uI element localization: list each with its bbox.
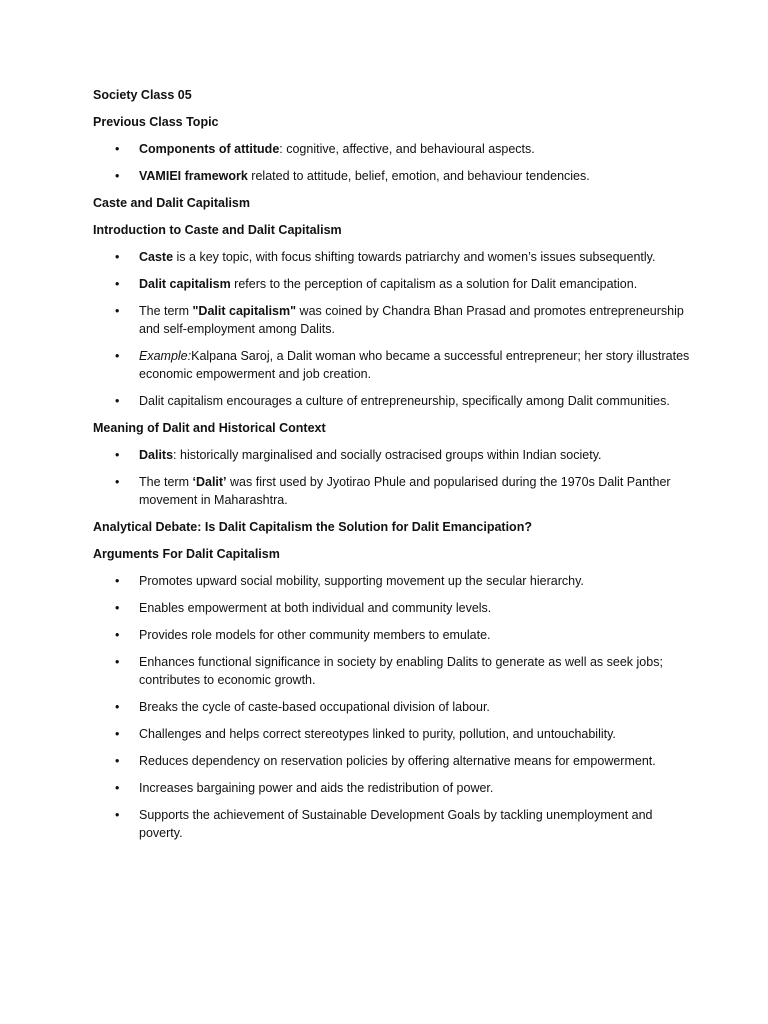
list-item-rest-text: Breaks the cycle of caste-based occupational division of labour. xyxy=(139,700,490,714)
list-item xyxy=(93,473,693,509)
list-item-bold-text: VAMIEI framework xyxy=(139,169,248,183)
bullet-icon: • xyxy=(115,727,120,741)
list-item xyxy=(93,626,693,644)
list-item-rest-text: Enhances functional significance in society by enabling Dalits to generate as well as seek jobs; contributes to economic growth. xyxy=(139,655,663,687)
list-item xyxy=(93,752,693,770)
list-item xyxy=(93,347,693,383)
list-item-rest-text: Supports the achievement of Sustainable Development Goals by tackling unemployment and poverty. xyxy=(139,808,653,840)
list-item xyxy=(93,392,693,410)
bullet-icon: • xyxy=(115,475,120,489)
list-item-rest-text: Challenges and helps correct stereotypes linked to purity, pollution, and untouchability. xyxy=(139,727,616,741)
debate-heading: Analytical Debate: Is Dalit Capitalism the Solution for Dalit Emancipation? xyxy=(93,520,532,534)
list-item-bold-text: Caste xyxy=(139,250,174,264)
meaning-heading: Meaning of Dalit and Historical Context xyxy=(93,421,326,435)
bullet-icon: • xyxy=(115,394,120,408)
list-item-rest-text: related to attitude, belief, emotion, and behaviour tendencies. xyxy=(247,169,590,183)
bullet-icon: • xyxy=(115,304,120,318)
bullet-icon: • xyxy=(115,655,120,669)
list-item-bold-text: Components of attitude xyxy=(139,142,280,156)
bullet-icon: • xyxy=(115,808,120,822)
list-item xyxy=(93,446,693,464)
list-item-rest-text: Reduces dependency on reservation policies by offering alternative means for empowerment. xyxy=(139,754,656,768)
list-item-rest-text: Dalit capitalism encourages a culture of entrepreneurship, specifically among Dalit communities. xyxy=(139,394,670,408)
bullet-icon: • xyxy=(115,781,120,795)
list-item-bold-text: Dalits xyxy=(139,448,174,462)
list-item-rest-text: Enables empowerment at both individual and community levels. xyxy=(139,601,492,615)
list-item-bold-text: ‘Dalit’ xyxy=(192,475,227,489)
list-item-bold-text: "Dalit capitalism" xyxy=(192,304,297,318)
bullet-icon: • xyxy=(115,754,120,768)
list-item xyxy=(93,140,693,158)
list-item xyxy=(93,599,693,617)
arguments-heading: Arguments For Dalit Capitalism xyxy=(93,547,280,561)
list-item-pre-text: The term xyxy=(139,475,193,489)
section-title: Caste and Dalit Capitalism xyxy=(93,196,250,210)
document-page xyxy=(93,86,693,851)
list-item xyxy=(93,302,693,338)
list-item-rest-text: Increases bargaining power and aids the redistribution of power. xyxy=(139,781,494,795)
list-item-rest-text: was first used by Jyotirao Phule and popularised during the 1970s Dalit Panther movement in Maharashtra. xyxy=(139,475,671,507)
bullet-icon: • xyxy=(115,448,120,462)
list-item-pre-text: The term xyxy=(139,304,193,318)
bullet-icon: • xyxy=(115,169,120,183)
list-item xyxy=(93,779,693,797)
list-item xyxy=(93,698,693,716)
list-item-rest-text: Promotes upward social mobility, supporting movement up the secular hierarchy. xyxy=(139,574,584,588)
bullet-icon: • xyxy=(115,250,120,264)
previous-topic-heading: Previous Class Topic xyxy=(93,115,219,129)
list-item-rest-text: was coined by Chandra Bhan Prasad and promotes entrepreneurship and self-employment among Dalits. xyxy=(139,304,684,336)
list-item xyxy=(93,725,693,743)
list-item xyxy=(93,275,693,293)
intro-heading: Introduction to Caste and Dalit Capitalism xyxy=(93,223,342,237)
arguments-list xyxy=(93,572,693,842)
list-item xyxy=(93,806,693,842)
list-item-rest-text: : historically marginalised and socially ostracised groups within Indian society. xyxy=(173,448,602,462)
list-item xyxy=(93,248,693,266)
list-item-rest-text: : cognitive, affective, and behavioural aspects. xyxy=(279,142,535,156)
list-item xyxy=(93,653,693,689)
list-item-bold-text: Dalit capitalism xyxy=(139,277,231,291)
list-item xyxy=(93,572,693,590)
bullet-icon: • xyxy=(115,700,120,714)
meaning-list xyxy=(93,446,693,509)
bullet-icon: • xyxy=(115,601,120,615)
list-item-rest-text: refers to the perception of capitalism as a solution for Dalit emancipation. xyxy=(230,277,638,291)
previous-topic-list xyxy=(93,140,693,185)
document-title: Society Class 05 xyxy=(93,88,192,102)
bullet-icon: • xyxy=(115,349,120,363)
intro-list xyxy=(93,248,693,410)
bullet-icon: • xyxy=(115,277,120,291)
list-item-rest-text: is a key topic, with focus shifting towards patriarchy and women’s issues subsequently. xyxy=(173,250,656,264)
list-item-rest-text: Provides role models for other community members to emulate. xyxy=(139,628,491,642)
list-item-italic-text: Example: xyxy=(139,349,192,363)
bullet-icon: • xyxy=(115,628,120,642)
bullet-icon: • xyxy=(115,142,120,156)
list-item xyxy=(93,167,693,185)
list-item-rest-text: Kalpana Saroj, a Dalit woman who became a successful entrepreneur; her story illustrates economic empowerment and job creation. xyxy=(139,349,690,381)
bullet-icon: • xyxy=(115,574,120,588)
